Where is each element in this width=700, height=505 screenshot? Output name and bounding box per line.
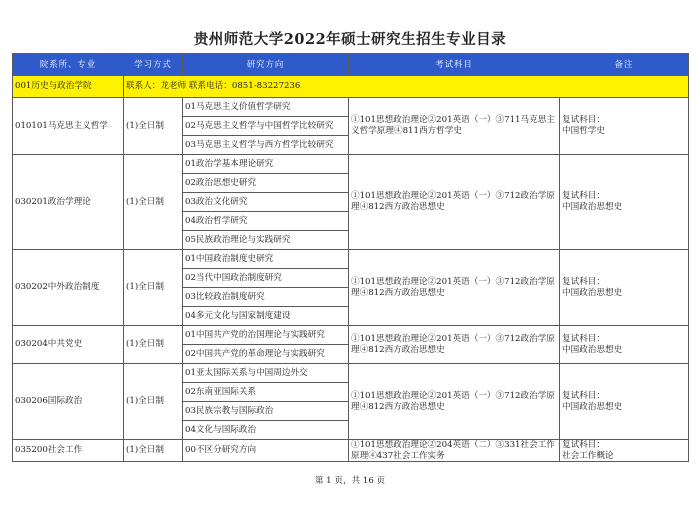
table-row <box>13 326 689 345</box>
program-name: 030206国际政治 <box>13 364 124 440</box>
study-mode: (1)全日制 <box>124 440 183 462</box>
remarks <box>560 250 689 326</box>
remark-value: 中国哲学史 <box>562 126 605 136</box>
remark-label: 复试科目： <box>562 115 605 126</box>
study-mode: (1)全日制 <box>124 250 183 326</box>
table-row <box>13 440 689 462</box>
research-direction: 05民族政治理论与实践研究 <box>183 231 349 250</box>
remark-label: 复试科目： <box>562 333 605 344</box>
program-name: 030201政治学理论 <box>13 155 124 250</box>
study-mode: (1)全日制 <box>124 98 183 155</box>
table-row <box>13 155 689 174</box>
research-direction: 02当代中国政治制度研究 <box>183 269 349 288</box>
college-row <box>13 76 689 98</box>
research-direction: 01亚太国际关系与中国周边外交 <box>183 364 349 383</box>
program-name: 035200社会工作 <box>13 440 124 462</box>
exam-subjects: ①101思想政治理论②204英语（二）③331社会工作原理④437社会工作实务 <box>349 440 560 462</box>
remarks <box>560 326 689 364</box>
remarks <box>560 440 689 462</box>
header-study-mode: 学习方式 <box>124 54 183 76</box>
table-header-row <box>13 54 689 76</box>
exam-subjects: ①101思想政治理论②201英语（一）③712政治学原理④812西方政治思想史 <box>349 250 560 326</box>
research-direction: 00不区分研究方向 <box>183 440 349 462</box>
research-direction: 04政治哲学研究 <box>183 212 349 231</box>
research-direction: 01马克思主义价值哲学研究 <box>183 98 349 117</box>
college-contact: 联系人：龙老师 联系电话：0851-83227236 <box>124 76 689 98</box>
study-mode: (1)全日制 <box>124 364 183 440</box>
remark-value: 社会工作概论 <box>562 450 614 461</box>
exam-subjects: ①101思想政治理论②201英语（一）③712政治学原理④812西方政治思想史 <box>349 364 560 440</box>
research-direction: 01中国共产党的治国理论与实践研究 <box>183 326 349 345</box>
header-department-major: 院系所、专业 <box>13 54 124 76</box>
table-row <box>13 250 689 269</box>
header-research-direction: 研究方向 <box>183 54 349 76</box>
header-exam-subjects: 考试科目 <box>349 54 560 76</box>
research-direction: 02政治思想史研究 <box>183 174 349 193</box>
remark-label: 复试科目： <box>562 276 605 287</box>
program-name: 030202中外政治制度 <box>13 250 124 326</box>
research-direction: 03马克思主义哲学与西方哲学比较研究 <box>183 136 349 155</box>
research-direction: 04多元文化与国家制度建设 <box>183 307 349 326</box>
remark-value: 中国政治思想史 <box>562 202 623 212</box>
remark-value: 中国政治思想史 <box>562 344 623 355</box>
research-direction: 02马克思主义哲学与中国哲学比较研究 <box>183 117 349 136</box>
college-name: 001历史与政治学院 <box>13 76 124 98</box>
page-footer: 第 1 页，共 16 页 <box>314 476 386 486</box>
remarks <box>560 155 689 250</box>
table-row <box>13 364 689 383</box>
remarks <box>560 98 689 155</box>
research-direction: 03民族宗教与国际政治 <box>183 402 349 421</box>
research-direction: 01政治学基本理论研究 <box>183 155 349 174</box>
program-name: 010101马克思主义哲学 <box>13 98 124 155</box>
table-row <box>13 98 689 117</box>
remark-label: 复试科目： <box>562 440 605 450</box>
remark-value: 中国政治思想史 <box>562 401 623 412</box>
remark-value: 中国政治思想史 <box>562 287 623 298</box>
remark-label: 复试科目： <box>562 390 605 401</box>
exam-subjects: ①101思想政治理论②201英语（一）③711马克思主义哲学原理④811西方哲学史 <box>349 98 560 155</box>
research-direction: 04文化与国际政治 <box>183 421 349 440</box>
study-mode: (1)全日制 <box>124 155 183 250</box>
catalog-table <box>12 53 689 462</box>
study-mode: (1)全日制 <box>124 326 183 364</box>
remarks <box>560 364 689 440</box>
header-remarks: 备注 <box>560 54 689 76</box>
research-direction: 03政治文化研究 <box>183 193 349 212</box>
research-direction: 03比较政治制度研究 <box>183 288 349 307</box>
exam-subjects: ①101思想政治理论②201英语（一）③712政治学原理④812西方政治思想史 <box>349 155 560 250</box>
remark-label: 复试科目： <box>562 191 605 202</box>
research-direction: 02中国共产党的革命理论与实践研究 <box>183 345 349 364</box>
research-direction: 02东南亚国际关系 <box>183 383 349 402</box>
program-name: 030204中共党史 <box>13 326 124 364</box>
research-direction: 01中国政治制度史研究 <box>183 250 349 269</box>
exam-subjects: ①101思想政治理论②201英语（一）③712政治学原理④812西方政治思想史 <box>349 326 560 364</box>
document-title: 贵州师范大学2022年硕士研究生招生专业目录 <box>193 31 507 48</box>
